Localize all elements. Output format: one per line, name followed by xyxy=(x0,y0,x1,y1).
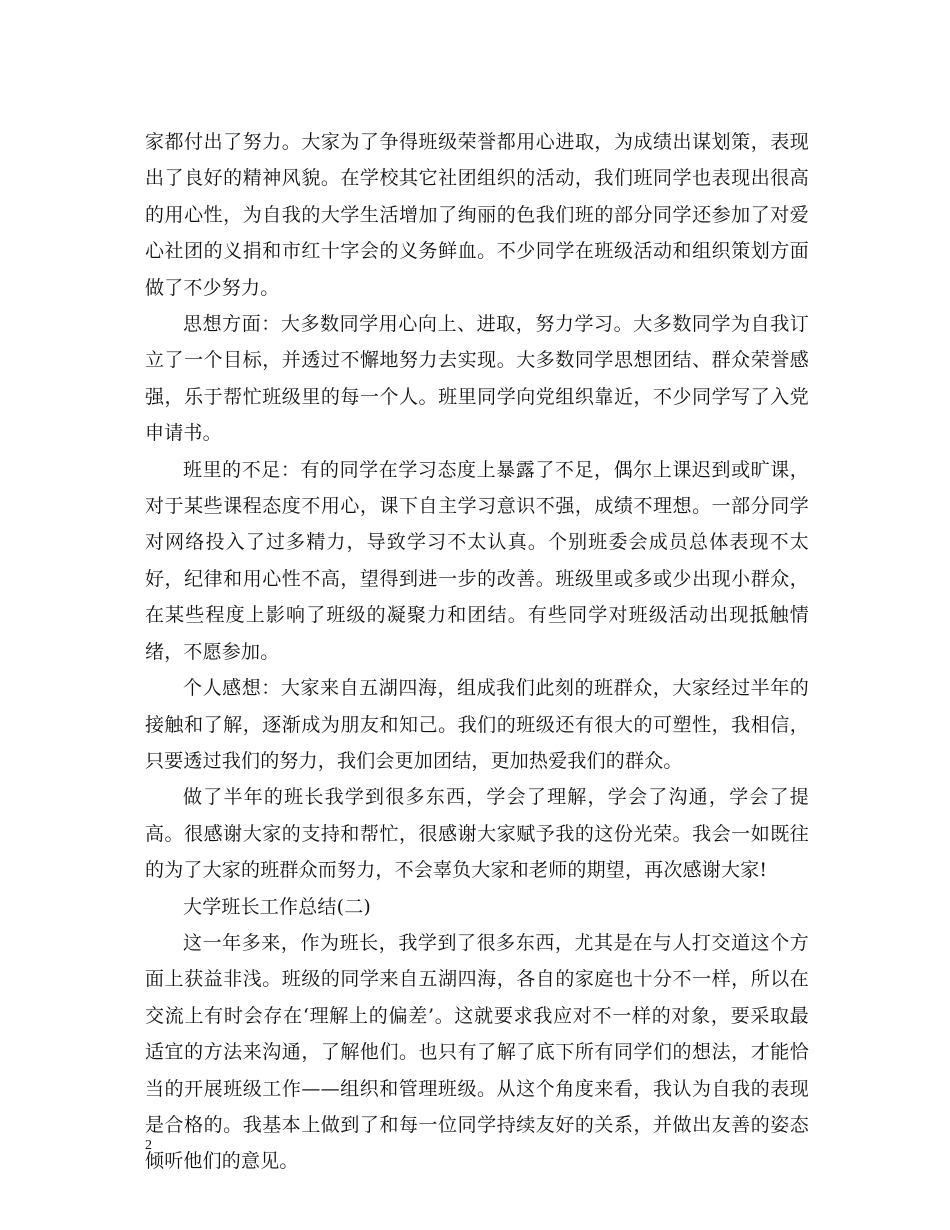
paragraph-3: 班里的不足：有的同学在学习态度上暴露了不足，偶尔上课迟到或旷课，对于某些课程态度不用心，课下自主学习意识不强，成绩不理想。一部分同学对网络投入了过多精力，导致学习不太认真。个别班委会成员总体表现不太好，纪律和用心性不高，望得到进一步的改善。班级里或多或少出现小群众，在某些程度上影响了班级的凝聚力和团结。有些同学对班级活动出现抵触情绪，不愿参加。 xyxy=(145,458,809,663)
page-number: 2 xyxy=(145,1138,152,1153)
section-heading: 大学班长工作总结(二) xyxy=(183,895,372,918)
paragraph-2: 思想方面：大多数同学用心向上、进取，努力学习。大多数同学为自我订立了一个目标，并透过不懈地努力去实现。大多数同学思想团结、群众荣誉感强，乐于帮忙班级里的每一个人。班里同学向党组织靠近，不少同学写了入党申请书。 xyxy=(145,313,809,445)
paragraph-1: 家都付出了努力。大家为了争得班级荣誉都用心进取，为成绩出谋划策，表现出了良好的精神风貌。在学校其它社团组织的活动，我们班同学也表现出很高的用心性，为自我的大学生活增加了绚丽的色我们班的部分同学还参加了对爱心社团的义捐和市红十字会的义务鲜血。不少同学在班级活动和组织策划方面做了不少努力。 xyxy=(145,131,809,299)
paragraph-5: 做了半年的班长我学到很多东西，学会了理解，学会了沟通，学会了提高。很感谢大家的支持和帮忙，很感谢大家赋予我的这份光荣。我会一如既往的为了大家的班群众而努力，不会辜负大家和老师的期望，再次感谢大家! xyxy=(145,786,809,882)
document-body xyxy=(145,124,809,1180)
paragraph-4: 个人感想：大家来自五湖四海，组成我们此刻的班群众，大家经过半年的接触和了解，逐渐成为朋友和知己。我们的班级还有很大的可塑性，我相信，只要透过我们的努力，我们会更加团结，更加热爱我们的群众。 xyxy=(145,677,809,772)
paragraph-6: 这一年多来，作为班长，我学到了很多东西，尤其是在与人打交道这个方面上获益非浅。班级的同学来自五湖四海，各自的家庭也十分不一样，所以在交流上有时会存在‘理解上的偏差’。这就要求我应对不一样的对象，要采取最适宜的方法来沟通，了解他们。也只有了解了底下所有同学们的想法，才能恰当的开展班级工作——组织和管理班级。从这个角度来看，我认为自我的表现是合格的。我基本上做到了和每一位同学持续友好的关系，并做出友善的姿态倾听他们的意见。 xyxy=(145,931,809,1173)
